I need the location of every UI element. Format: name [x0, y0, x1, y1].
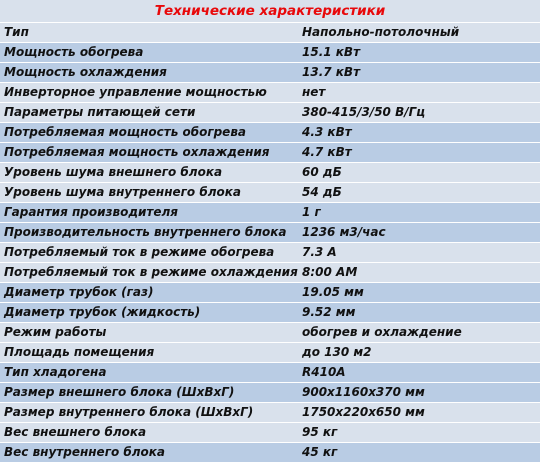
param-cell: Диаметр трубок (жидкость)	[4, 305, 201, 319]
param-cell: Производительность внутреннего блока	[4, 225, 287, 239]
param-cell: Потребляемый ток в режиме обогрева	[4, 245, 275, 259]
param-cell: Мощность охлаждения	[4, 65, 167, 79]
value-cell: нет	[302, 85, 326, 99]
table-row	[0, 163, 540, 183]
table-header-row	[0, 23, 540, 43]
param-cell: Размер внутреннего блока (ШхВхГ)	[4, 405, 254, 419]
value-cell: 19.05 мм	[302, 285, 364, 299]
table-row	[0, 243, 540, 263]
param-cell: Вес внешнего блока	[4, 425, 147, 439]
param-cell: Вес внутреннего блока	[4, 445, 166, 459]
value-cell: до 130 м2	[302, 345, 372, 359]
table-row	[0, 183, 540, 203]
table-row	[0, 263, 540, 283]
param-cell: Мощность обогрева	[4, 45, 144, 59]
value-cell: 4.3 кВт	[302, 125, 352, 139]
table-title: Технические характеристики	[0, 0, 540, 23]
value-cell: обогрев и охлаждение	[302, 325, 462, 339]
value-cell: 4.7 кВт	[302, 145, 352, 159]
table-row	[0, 283, 540, 303]
table-body	[0, 43, 540, 463]
table-row	[0, 83, 540, 103]
table-row	[0, 123, 540, 143]
param-cell: Инверторное управление мощностью	[4, 85, 267, 99]
table-row	[0, 63, 540, 83]
param-cell: Гарантия производителя	[4, 205, 178, 219]
table-row	[0, 103, 540, 123]
header-param-cell: Тип	[4, 25, 29, 39]
param-cell: Тип хладогена	[4, 365, 107, 379]
param-cell: Параметры питающей сети	[4, 105, 196, 119]
value-cell: 95 кг	[302, 425, 338, 439]
param-cell: Уровень шума внутреннего блока	[4, 185, 241, 199]
value-cell: 9.52 мм	[302, 305, 356, 319]
table-row	[0, 203, 540, 223]
value-cell: 54 дБ	[302, 185, 342, 199]
table-row	[0, 43, 540, 63]
value-cell: 1 г	[302, 205, 321, 219]
table-row	[0, 323, 540, 343]
value-cell: 45 кг	[302, 445, 338, 459]
table-row	[0, 343, 540, 363]
table-row	[0, 363, 540, 383]
value-cell: 60 дБ	[302, 165, 342, 179]
value-cell: 900х1160х370 мм	[302, 385, 425, 399]
table-row	[0, 403, 540, 423]
value-cell: 1750х220х650 мм	[302, 405, 425, 419]
value-cell: 8:00 AM	[302, 265, 358, 279]
param-cell: Потребляемый ток в режиме охлаждения	[4, 265, 298, 279]
value-cell: 7.3 А	[302, 245, 337, 259]
table-row	[0, 423, 540, 443]
table-row	[0, 383, 540, 403]
value-cell: 15.1 кВт	[302, 45, 361, 59]
param-cell: Потребляемая мощность охлаждения	[4, 145, 270, 159]
table-row	[0, 223, 540, 243]
param-cell: Диаметр трубок (газ)	[4, 285, 154, 299]
param-cell: Потребляемая мощность обогрева	[4, 125, 247, 139]
param-cell: Режим работы	[4, 325, 107, 339]
table-row	[0, 303, 540, 323]
header-value-cell: Напольно-потолочный	[302, 25, 460, 39]
param-cell: Уровень шума внешнего блока	[4, 165, 223, 179]
value-cell: 380-415/3/50 В/Гц	[302, 105, 426, 119]
value-cell: 1236 м3/час	[302, 225, 386, 239]
value-cell: R410A	[302, 365, 346, 379]
table-row	[0, 143, 540, 163]
param-cell: Размер внешнего блока (ШхВхГ)	[4, 385, 235, 399]
table-row	[0, 443, 540, 463]
value-cell: 13.7 кВт	[302, 65, 361, 79]
param-cell: Площадь помещения	[4, 345, 155, 359]
